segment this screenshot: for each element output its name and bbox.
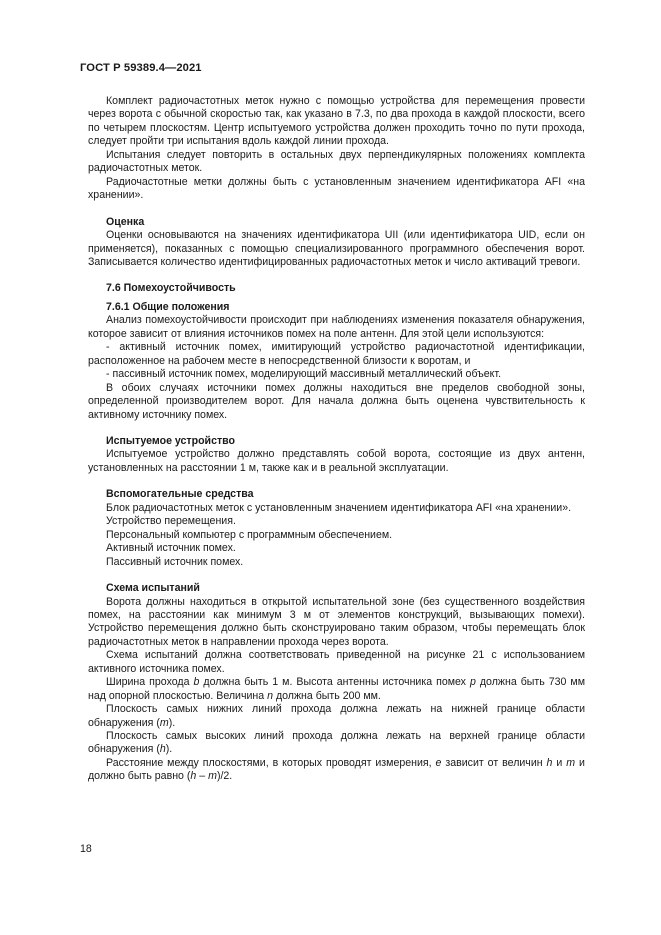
paragraph: Оценки основываются на значениях идентификатора UII (или идентификатора UID, если он применяется), показанных с помощью специализированного программного обеспечения ворот. Записывается количество идентифицированных радиочастотных меток и число активаций тревоги. bbox=[88, 229, 585, 268]
page-content bbox=[88, 95, 585, 784]
section-heading-auxiliary: Вспомогательные средства bbox=[106, 488, 254, 501]
aux-item: Блок радиочастотных меток с установленным значением идентификатора AFI «на хранении». bbox=[106, 501, 572, 514]
paragraph: Комплект радиочастотных меток нужно с помощью устройства для перемещения провести через ворота с обычной скоростью так, как указано в 7.3, по два прохода в каждой плоскости, всего по четырем плоскостям. Центр испытуемого устройства должен проходить точно по пути прохода, следует пройти три испытания вдоль каждой линии прохода. bbox=[88, 95, 585, 148]
aux-item: Персональный компьютер с программным обеспечением. bbox=[106, 528, 393, 541]
paragraph: Плоскость самых высоких линий прохода должна лежать на верхней границе области обнаружения (h). bbox=[88, 730, 585, 756]
paragraph: Схема испытаний должна соответствовать приведенной на рисунке 21 с использованием активного источника помех. bbox=[88, 649, 585, 675]
section-heading-scheme: Схема испытаний bbox=[106, 582, 200, 595]
list-item: - пассивный источник помех, моделирующий массивный металлический объект. bbox=[106, 368, 502, 381]
paragraph: Расстояние между плоскостями, в которых проводят измерения, e зависит от величин h и m и должно быть равно (h – m)/2. bbox=[88, 756, 585, 783]
section-heading-dut: Испытуемое устройство bbox=[106, 434, 235, 447]
aux-item: Пассивный источник помех. bbox=[106, 555, 244, 568]
paragraph: Ворота должны находиться в открытой испытательной зоне (без существенного воздействия помех, на расстоянии как минимум 3 м от элементов конструкций, вызывающих помехи). Устройство перемещения должно быть сконструировано таким образом, чтобы перемещать блок радиочастотных меток в направлении прохода через ворота. bbox=[88, 595, 585, 648]
section-heading-7-6: 7.6 Помехоустойчивость bbox=[106, 282, 236, 295]
section-heading-7-6-1: 7.6.1 Общие положения bbox=[106, 300, 230, 313]
list-item: - активный источник помех, имитирующий устройство радиочастотной идентификации, расположенное на рабочем месте в непосредственной близости к воротам, и bbox=[88, 341, 585, 367]
paragraph: Испытания следует повторить в остальных двух перпендикулярных положениях комплекта радиочастотных меток. bbox=[88, 148, 585, 175]
paragraph: В обоих случаях источники помех должны находиться вне пределов свободной зоны, определенной производителем ворот. Для начала должна быть оценена чувствительность к активному источнику помех. bbox=[88, 381, 585, 421]
page-number: 18 bbox=[80, 843, 92, 855]
aux-item: Устройство перемещения. bbox=[106, 515, 236, 528]
paragraph: Радиочастотные метки должны быть с установленным значением идентификатора AFI «на хранении». bbox=[88, 175, 585, 202]
standard-header: ГОСТ Р 59389.4—2021 bbox=[80, 62, 202, 74]
paragraph: Ширина прохода b должна быть 1 м. Высота антенны источника помех p должна быть 730 мм над опорной плоскостью. Величина n должна быть 200 мм. bbox=[88, 676, 585, 702]
paragraph: Плоскость самых нижних линий прохода должна лежать на нижней границе области обнаружения (m). bbox=[88, 703, 585, 729]
paragraph: Испытуемое устройство должно представлять собой ворота, состоящие из двух антенн, установленных на расстоянии 1 м, также как и в реальной эксплуатации. bbox=[88, 448, 585, 474]
paragraph: Анализ помехоустойчивости происходит при наблюдениях изменения показателя обнаружения, которое зависит от влияния источников помех на поле антенн. Для этой цели используются: bbox=[88, 314, 585, 340]
section-heading-evaluation: Оценка bbox=[106, 215, 145, 228]
aux-item: Активный источник помех. bbox=[106, 542, 236, 555]
